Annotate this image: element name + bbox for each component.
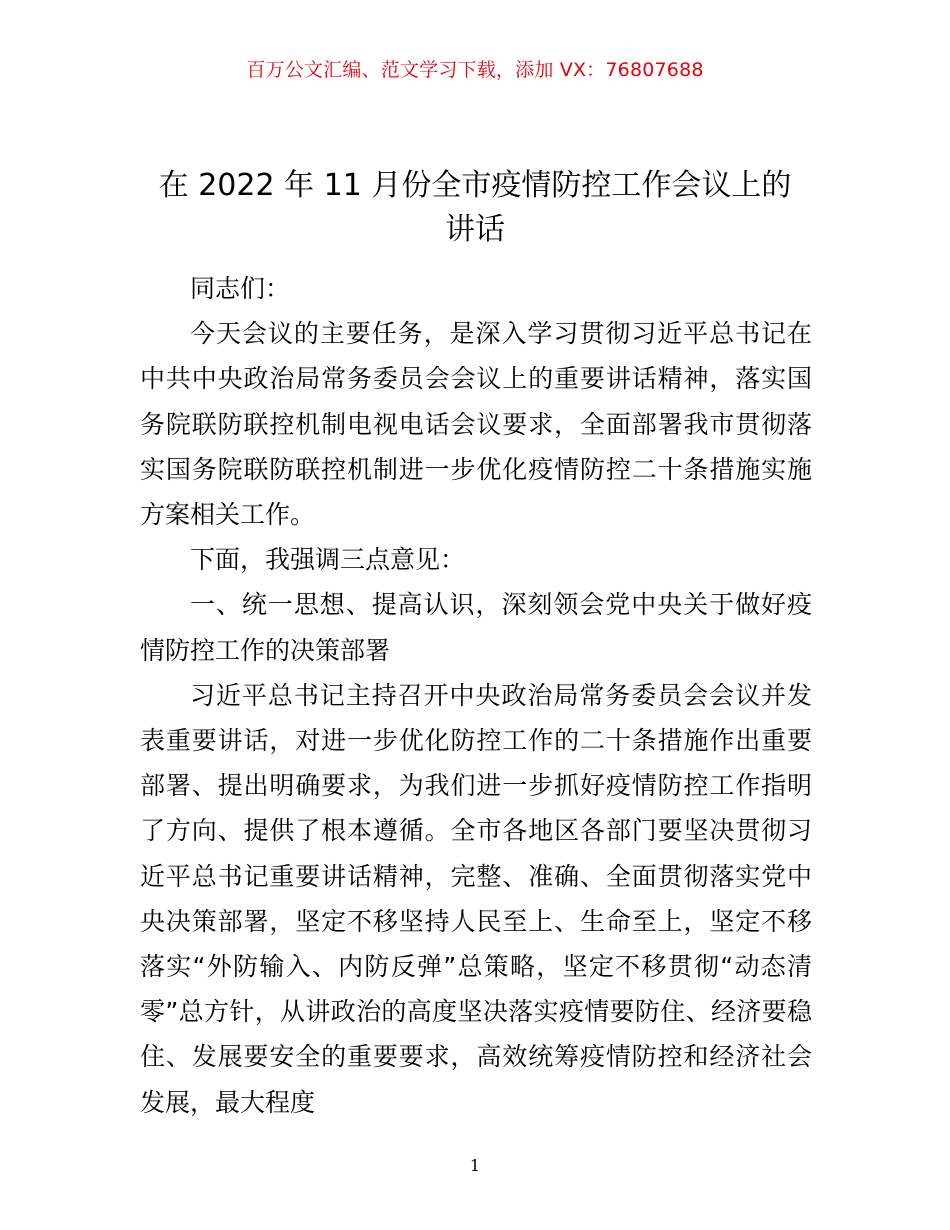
page-number: 1 (469, 1156, 481, 1175)
title-line-1: 在 2022 年 11 月份全市疫情防控工作会议上的 (158, 168, 792, 203)
title-line-2: 讲话 (445, 212, 505, 247)
promo-header: 百万公文汇编、范文学习下载，添加 VX：76807688 (246, 59, 704, 81)
document-body (140, 266, 812, 1125)
paragraph-section-1-body: 习近平总书记主持召开中央政治局常务委员会会议并发表重要讲话，对进一步优化防控工作的二十条措施作出重要部署、提出明确要求，为我们进一步抓好疫情防控工作指明了方向、提供了根本遵循。全市各地区各部门要坚决贯彻习近平总书记重要讲话精神，完整、准确、全面贯彻落实党中央决策部署，坚定不移坚持人民至上、生命至上，坚定不移落实“外防输入、内防反弹”总策略，坚定不移贯彻“动态清零”总方针，从讲政治的高度坚决落实疫情要防住、经济要稳住、发展要安全的重要要求，高效统筹疫情防控和经济社会发展，最大程度 (140, 680, 812, 1117)
paragraph-meeting-tasks: 今天会议的主要任务，是深入学习贯彻习近平总书记在中共中央政治局常务委员会会议上的重要讲话精神，落实国务院联防联控机制电视电话会议要求，全面部署我市贯彻落实国务院联防联控机制进一步优化疫情防控二十条措施实施方案相关工作。 (140, 319, 812, 530)
salutation: 同志们： (190, 274, 291, 303)
document-title (130, 164, 820, 252)
section-heading-1: 一、统一思想、提高认识，深刻领会党中央关于做好疫情防控工作的决策部署 (140, 590, 812, 665)
paragraph-intro-points: 下面，我强调三点意见： (190, 545, 466, 575)
